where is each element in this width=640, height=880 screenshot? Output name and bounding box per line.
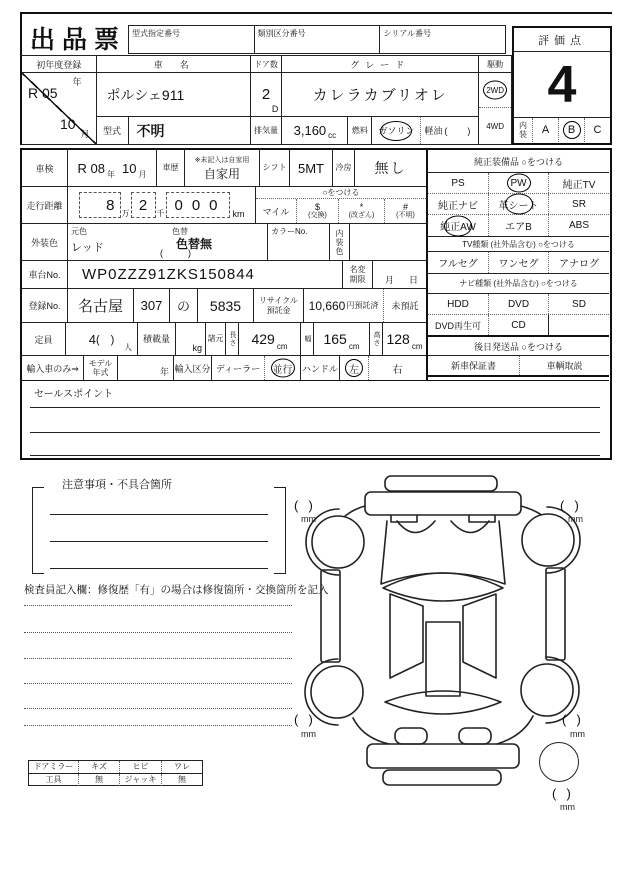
jack-none: 無 <box>178 775 186 784</box>
notes-line-3 <box>50 568 268 569</box>
color-change-label: 色替 <box>172 227 188 236</box>
odometer-man-unit: 万 <box>121 209 130 218</box>
ac-value: 無し <box>374 160 407 176</box>
length-label: 長さ <box>226 323 239 355</box>
drive-4wd: 4WD <box>486 121 504 131</box>
history-cell <box>185 150 260 186</box>
left-door-panel-shape <box>390 594 423 678</box>
navi-empty <box>548 315 609 335</box>
interior-color-value-cell <box>350 224 426 260</box>
equipment-column <box>426 150 609 380</box>
front-right-wheel <box>522 514 574 566</box>
capacity-value: 4 <box>88 331 96 347</box>
main-left <box>22 150 426 380</box>
marker-top-right-bracket: ( ) <box>560 498 580 513</box>
class-division-no-box <box>255 26 381 53</box>
main-form <box>20 148 612 460</box>
fuel-paren: ( ) <box>444 125 471 136</box>
equip-ps: PS <box>451 177 465 189</box>
score-value: 4 <box>547 55 577 114</box>
shaken-month-unit: 月 <box>138 170 147 179</box>
navi-dvd: DVD <box>488 294 548 314</box>
chassis-label: 車台No. <box>22 261 68 288</box>
marker-spare-unit: mm <box>560 802 575 812</box>
fuel-label: 燃料 <box>348 117 372 144</box>
score-label: 評価点 <box>514 28 610 52</box>
height-unit: cm <box>411 342 423 351</box>
name-change-month-unit: 月 <box>385 275 395 285</box>
doc-number-boxes <box>128 25 506 54</box>
model-year-unit: 年 <box>159 367 169 377</box>
handle-label: ハンドル <box>300 356 340 380</box>
write-line-6 <box>24 725 292 726</box>
write-line-3 <box>24 658 292 659</box>
navi-sd: SD <box>548 294 609 314</box>
mirror-label: ドアミラー <box>29 761 79 773</box>
mirror-break: ワレ <box>174 762 190 772</box>
mark-mile: マイル <box>262 206 290 217</box>
rear-corner-lines <box>353 716 533 744</box>
ac-label: 冷房 <box>333 150 355 186</box>
length-unit: cm <box>276 342 288 351</box>
shift-value: 5MT <box>290 150 333 186</box>
height-label: 高さ <box>370 323 383 355</box>
capacity-unit: 人 <box>124 343 132 352</box>
spec-label: 諸元 <box>206 323 226 355</box>
row-mileage <box>22 187 426 224</box>
interior-grade-c: C <box>584 118 610 142</box>
chassis-value: WP0ZZZ91ZKS150844 <box>68 261 343 288</box>
spare-tire-circle <box>539 742 579 782</box>
first-reg-header: 初年度登録 <box>22 56 97 73</box>
drive-2wd: 2WD <box>479 73 511 108</box>
capacity-paren: ( ) <box>95 334 115 346</box>
bumper-tabs-shape <box>391 515 495 522</box>
equip-leather: 革シート <box>488 194 548 214</box>
orig-color-value: レッド <box>71 242 104 254</box>
rear-window-shape <box>385 691 501 714</box>
interior-color-label: 内装色 <box>330 224 350 260</box>
front-corner-lines <box>343 506 543 518</box>
marker-top-left-unit: mm <box>301 514 316 524</box>
regno-class: 307 <box>134 289 170 322</box>
tv-type-header: TV種類 (社外品含む) ○をつける <box>428 237 609 252</box>
notes-bracket-left <box>32 487 44 574</box>
mileage-marks <box>256 187 426 223</box>
first-reg-year-unit: 年 <box>72 77 82 87</box>
history-value: 自家用 <box>203 166 240 181</box>
rear-vent-right-shape <box>459 728 491 744</box>
equipment-header: 純正装備品 ○をつける <box>428 150 609 173</box>
navi-hdd: HDD <box>447 298 469 310</box>
score-box <box>512 26 612 145</box>
rear-vent-left-shape <box>395 728 427 744</box>
odometer-cell <box>68 187 256 223</box>
marker-bottom-left-unit: mm <box>301 729 316 739</box>
color-no-cell <box>268 224 330 260</box>
marker-spare-bracket: ( ) <box>552 786 572 801</box>
model-year-label: モデル年式 <box>84 356 118 380</box>
mark-tampered-symbol: * <box>359 201 364 212</box>
mark-unknown-symbol: # <box>402 201 408 212</box>
notes-line-1 <box>50 514 268 515</box>
length-cell <box>239 323 301 355</box>
navi-dvd-play: DVD再生可 <box>434 320 481 331</box>
interior-grade-a: A <box>532 118 558 142</box>
handle-right: 右 <box>368 356 426 380</box>
later-shipment-header: 後日発送品 ○をつける <box>428 337 609 356</box>
regno-area: 名古屋 <box>68 289 134 322</box>
fuel-gasoline: ガソリン <box>372 117 420 144</box>
load-cell <box>176 323 206 355</box>
sales-point-area <box>22 380 609 457</box>
notes-label: 注意事項・不具合箇所 <box>62 479 172 491</box>
mirror-scratch: キズ <box>79 761 120 773</box>
load-unit: kg <box>192 343 202 353</box>
recycle-label: リサイクル預託金 <box>254 289 304 322</box>
load-label: 積載量 <box>138 323 176 355</box>
capacity-label: 定員 <box>22 323 66 355</box>
row-capacity <box>22 323 426 356</box>
width-unit: cm <box>348 342 360 351</box>
left-sill-shape <box>321 570 340 662</box>
first-reg-year: R 05 <box>28 85 58 101</box>
interior-grade-label: 内装 <box>518 121 528 139</box>
displacement-label: 排気量 <box>254 125 278 135</box>
shaken-year: R 08 <box>77 160 105 176</box>
rear-right-wheel <box>521 664 573 716</box>
shaken-label: 車検 <box>22 150 68 186</box>
mark-unknown-label: (不明) <box>396 212 415 220</box>
write-line-4 <box>24 683 292 684</box>
car-name-header: 車 名 <box>97 56 251 73</box>
vehicle-top-table <box>20 55 512 145</box>
tv-analog: アナログ <box>548 252 609 273</box>
shaken-value-cell <box>68 150 157 186</box>
equip-abs: ABS <box>548 215 609 236</box>
recycle-amount: 10,660 <box>308 298 346 313</box>
sales-line-3 <box>30 455 600 456</box>
write-line-2 <box>24 632 292 633</box>
class-division-no-label: 類別区分番号 <box>257 29 306 38</box>
shaken-month: 10 <box>122 160 137 176</box>
right-sill-shape <box>546 568 565 660</box>
color-no-label: カラーNo. <box>271 227 308 236</box>
length-value: 429 <box>251 331 275 347</box>
marker-bottom-left-bracket: ( ) <box>294 712 314 727</box>
fuel-diesel-cell <box>420 117 478 144</box>
write-line-5 <box>24 708 292 709</box>
mirror-tools-table <box>28 760 203 786</box>
right-door-panel-shape <box>463 594 496 678</box>
model-code-label: 型式 <box>97 117 129 144</box>
odometer-rest: 000 <box>166 192 230 218</box>
ext-color-label: 外装色 <box>22 224 68 260</box>
equip-pw: PW <box>488 173 548 193</box>
drive-header: 駆動 <box>479 56 511 73</box>
notes-line-2 <box>50 541 268 542</box>
later-manual: 車輌取説 <box>519 356 609 375</box>
import-dealer: ディーラー <box>215 363 261 374</box>
inspector-note: 検査員記入欄：修復歴「有」の場合は修復箇所・交換箇所を記入 <box>24 584 329 596</box>
mark-exchange-label: (交換) <box>308 212 327 220</box>
grade-header: グレード <box>282 56 479 73</box>
tools-label: 工具 <box>29 774 79 786</box>
row-import <box>22 356 426 380</box>
navi-type-header: ナビ種類 (社外品含む) ○をつける <box>428 274 609 294</box>
recycle-amount-cell <box>304 289 383 322</box>
import-class-label: 輸入区分 <box>174 356 212 380</box>
displacement-value: 3,160 <box>293 123 327 138</box>
history-label: 車歴 <box>157 150 185 186</box>
name-change-day-unit: 日 <box>408 275 418 285</box>
rear-plate-shape <box>383 770 501 785</box>
displacement-unit: cc <box>328 131 337 140</box>
front-bumper-shape <box>365 492 521 515</box>
equip-tv: 純正TV <box>548 173 609 193</box>
height-cell <box>383 323 426 355</box>
model-code-value: 不明 <box>136 122 165 139</box>
tools-none: 無 <box>79 774 120 786</box>
row-regno <box>22 289 426 323</box>
car-name-value: ポルシェ911 <box>97 73 250 117</box>
mark-exchange-symbol: $ <box>314 201 320 212</box>
interior-grade-b: B <box>558 118 584 142</box>
recycle-unpaid: 未預託 <box>383 289 426 322</box>
regno-kana: の <box>170 289 198 322</box>
equip-airbag: エアB <box>488 215 548 236</box>
color-cell <box>68 224 268 260</box>
marker-bottom-right-bracket: ( ) <box>562 712 582 727</box>
equip-aw: 純正AW <box>428 215 488 236</box>
color-change-paren: ( ) <box>160 248 191 258</box>
row-shaken <box>22 150 426 187</box>
width-value: 165 <box>323 331 347 347</box>
color-change-value: 色替無 <box>176 237 213 251</box>
sales-line-1 <box>30 407 600 408</box>
fuel-diesel: 軽油 <box>424 126 443 136</box>
doors-unit: D <box>271 104 279 114</box>
equip-navi: 純正ナビ <box>438 200 478 212</box>
serial-no-box <box>380 26 505 53</box>
front-left-wheel <box>312 516 364 568</box>
recycle-paid: 円預託済 <box>346 301 379 310</box>
sales-point-label: セールスポイント <box>34 389 114 400</box>
model-designation-no-label: 型式指定番号 <box>132 29 180 38</box>
odometer-man: 8 <box>79 192 121 218</box>
doors-value: 2 <box>261 86 271 103</box>
doors-value-cell <box>251 73 282 117</box>
tv-oneseg: ワンセグ <box>488 252 548 273</box>
grade-value: カレラカブリオレ <box>282 73 478 117</box>
mirror-crack: ヒビ <box>120 761 162 773</box>
model-year-cell <box>118 356 174 380</box>
displacement-cell <box>282 117 348 144</box>
mileage-label: 走行距離 <box>22 187 68 223</box>
windshield-shape <box>383 573 503 601</box>
marker-top-left-bracket: ( ) <box>294 498 314 513</box>
front-plate-shape <box>385 476 497 491</box>
odometer-unit: km <box>232 209 245 219</box>
mark-exchange <box>296 199 338 223</box>
equip-sr: SR <box>548 194 609 214</box>
sales-line-2 <box>30 432 600 433</box>
odometer-sen: 2 <box>131 192 156 218</box>
marker-top-right-unit: mm <box>568 514 583 524</box>
rear-left-wheel <box>311 666 363 718</box>
rear-bumper-shape <box>367 744 519 768</box>
first-reg-month: 10 <box>59 116 76 132</box>
jack-label: ジャッキ <box>120 774 162 786</box>
tv-fullseg: フルセグ <box>438 259 478 270</box>
doors-header: ドア数 <box>251 56 283 73</box>
mark-tampered <box>338 199 384 223</box>
notes-bracket-right <box>274 487 286 574</box>
name-change-date-cell <box>373 261 426 288</box>
mark-tampered-label: (改ざん) <box>348 212 375 220</box>
top-rule <box>20 12 612 14</box>
name-change-label: 名変期限 <box>343 261 373 288</box>
import-parallel: 並行 <box>264 356 300 380</box>
first-reg-month-unit: 月 <box>80 129 90 139</box>
odometer-sen-unit: 千 <box>156 209 165 218</box>
height-value: 128 <box>386 331 410 347</box>
marker-bottom-right-unit: mm <box>570 729 585 739</box>
serial-no-label: シリアル番号 <box>383 29 432 38</box>
row-chassis <box>22 261 426 289</box>
import-only-label: 輸入車のみ⇒ <box>22 356 84 380</box>
history-note: ※未記入は自家用 <box>194 156 250 164</box>
floor-shape <box>426 622 460 696</box>
navi-cd: CD <box>488 315 548 335</box>
write-line-1 <box>24 605 292 606</box>
regno-label: 登録No. <box>22 289 68 322</box>
capacity-cell <box>66 323 138 355</box>
row-color <box>22 224 426 261</box>
handle-left: 左 <box>340 356 368 380</box>
width-label: 幅 <box>301 323 314 355</box>
width-cell <box>314 323 370 355</box>
regno-number: 5835 <box>198 289 254 322</box>
shaken-year-unit: 年 <box>107 170 115 179</box>
first-reg-cell <box>22 73 97 144</box>
shift-label: シフト <box>260 150 290 186</box>
model-designation-no-box <box>129 26 255 53</box>
marks-header: ○をつける <box>256 187 426 199</box>
hood-shape <box>381 521 505 584</box>
later-warranty-book: 新車保証書 <box>450 361 496 371</box>
orig-color-label: 元色 <box>71 227 87 236</box>
page-title: 出品票 <box>30 26 127 54</box>
mark-unknown <box>384 199 426 223</box>
